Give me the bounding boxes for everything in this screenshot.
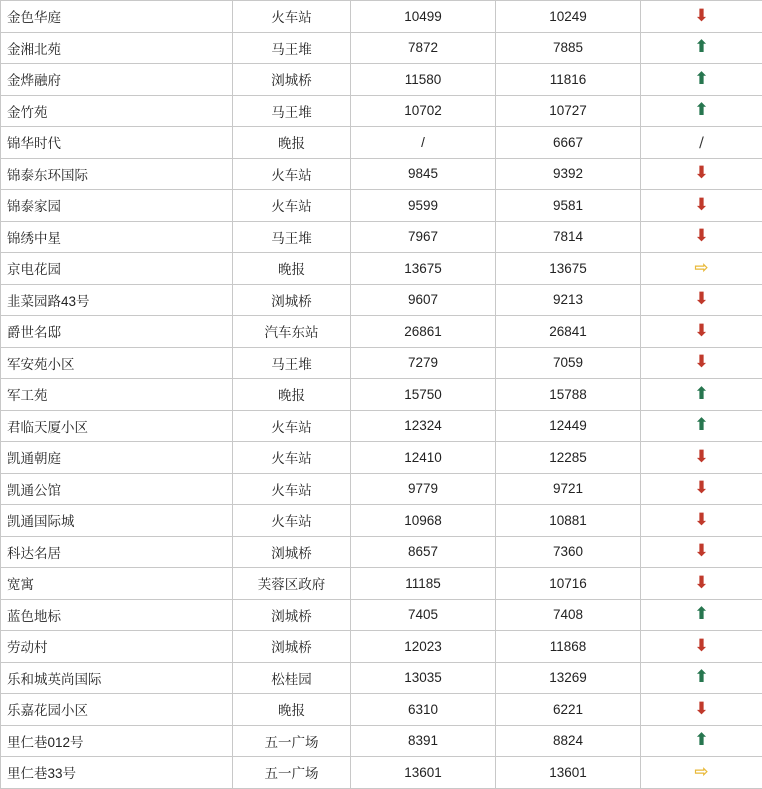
current-price-cell: 10702 [351, 95, 496, 127]
area-cell: 火车站 [233, 410, 351, 442]
current-price-cell: 7279 [351, 347, 496, 379]
trend-cell [641, 347, 762, 379]
current-price-cell: 11185 [351, 568, 496, 600]
arrow-down-icon: ⬇ [694, 480, 708, 497]
table-row [1, 725, 762, 757]
previous-price-cell: 13675 [496, 253, 641, 285]
arrow-down-icon: ⬇ [694, 228, 708, 245]
previous-price-cell: 9581 [496, 190, 641, 222]
table-row [1, 64, 762, 96]
current-price-cell: 12324 [351, 410, 496, 442]
community-name-cell: 军安苑小区 [1, 347, 233, 379]
trend-cell [641, 473, 762, 505]
arrow-down-icon: ⬇ [694, 291, 708, 308]
community-name-cell: 锦绣中星 [1, 221, 233, 253]
community-name-cell: 科达名居 [1, 536, 233, 568]
arrow-flat-icon: ⇨ [694, 764, 708, 781]
previous-price-cell: 6221 [496, 694, 641, 726]
table-row [1, 347, 762, 379]
arrow-down-icon: ⬇ [694, 165, 708, 182]
arrow-down-icon: ⬇ [694, 197, 708, 214]
arrow-down-icon: ⬇ [694, 8, 708, 25]
community-name-cell: 凯通朝庭 [1, 442, 233, 474]
trend-cell [641, 95, 762, 127]
community-name-cell: 乐嘉花园小区 [1, 694, 233, 726]
community-name-cell: 锦泰家园 [1, 190, 233, 222]
previous-price-cell: 9392 [496, 158, 641, 190]
community-name-cell: 京电花园 [1, 253, 233, 285]
community-name-cell: 里仁巷012号 [1, 725, 233, 757]
table-row [1, 32, 762, 64]
table-row [1, 284, 762, 316]
previous-price-cell: 7814 [496, 221, 641, 253]
trend-cell [641, 725, 762, 757]
table-body [1, 1, 762, 789]
trend-cell [641, 158, 762, 190]
area-cell: 浏城桥 [233, 631, 351, 663]
community-name-cell: 爵世名邸 [1, 316, 233, 348]
arrow-up-icon: ⬆ [694, 102, 708, 119]
previous-price-cell: 7059 [496, 347, 641, 379]
previous-price-cell: 13601 [496, 757, 641, 789]
table-row [1, 190, 762, 222]
area-cell: 浏城桥 [233, 536, 351, 568]
area-cell: 火车站 [233, 190, 351, 222]
arrow-down-icon: ⬇ [694, 354, 708, 371]
trend-cell [641, 694, 762, 726]
area-cell: 浏城桥 [233, 64, 351, 96]
previous-price-cell: 15788 [496, 379, 641, 411]
area-cell: 火车站 [233, 473, 351, 505]
table-row [1, 694, 762, 726]
area-cell: 五一广场 [233, 725, 351, 757]
area-cell: 马王堆 [233, 347, 351, 379]
area-cell: 浏城桥 [233, 599, 351, 631]
table-row [1, 536, 762, 568]
trend-cell [641, 32, 762, 64]
arrow-flat-icon: ⇨ [694, 260, 708, 277]
previous-price-cell: 10249 [496, 1, 641, 33]
trend-cell [641, 221, 762, 253]
community-name-cell: 里仁巷33号 [1, 757, 233, 789]
arrow-up-icon: ⬆ [694, 732, 708, 749]
current-price-cell: 6310 [351, 694, 496, 726]
arrow-down-icon: ⬇ [694, 543, 708, 560]
community-name-cell: 金色华庭 [1, 1, 233, 33]
table-row [1, 662, 762, 694]
table-row [1, 410, 762, 442]
table-row [1, 221, 762, 253]
area-cell: 火车站 [233, 158, 351, 190]
area-cell: 马王堆 [233, 32, 351, 64]
previous-price-cell: 11816 [496, 64, 641, 96]
previous-price-cell: 8824 [496, 725, 641, 757]
current-price-cell: 7872 [351, 32, 496, 64]
previous-price-cell: 13269 [496, 662, 641, 694]
area-cell: 汽车东站 [233, 316, 351, 348]
table-row [1, 379, 762, 411]
current-price-cell: 12023 [351, 631, 496, 663]
trend-cell [641, 379, 762, 411]
previous-price-cell: 9213 [496, 284, 641, 316]
previous-price-cell: 9721 [496, 473, 641, 505]
previous-price-cell: 7360 [496, 536, 641, 568]
trend-cell [641, 316, 762, 348]
arrow-down-icon: ⬇ [694, 512, 708, 529]
community-name-cell: 凯通公馆 [1, 473, 233, 505]
trend-cell [641, 631, 762, 663]
current-price-cell: 10968 [351, 505, 496, 537]
trend-cell [641, 505, 762, 537]
arrow-down-icon: ⬇ [694, 575, 708, 592]
table-row [1, 631, 762, 663]
table-row [1, 1, 762, 33]
previous-price-cell: 7408 [496, 599, 641, 631]
previous-price-cell: 12449 [496, 410, 641, 442]
table-row [1, 127, 762, 159]
arrow-up-icon: ⬆ [694, 669, 708, 686]
community-name-cell: 锦泰东环国际 [1, 158, 233, 190]
trend-cell [641, 127, 762, 159]
current-price-cell: 13675 [351, 253, 496, 285]
area-cell: 芙蓉区政府 [233, 568, 351, 600]
arrow-up-icon: ⬆ [694, 606, 708, 623]
table-row [1, 442, 762, 474]
previous-price-cell: 11868 [496, 631, 641, 663]
trend-cell [641, 253, 762, 285]
area-cell: 马王堆 [233, 221, 351, 253]
previous-price-cell: 26841 [496, 316, 641, 348]
previous-price-cell: 10727 [496, 95, 641, 127]
current-price-cell: 9779 [351, 473, 496, 505]
current-price-cell: 15750 [351, 379, 496, 411]
current-price-cell: / [351, 127, 496, 159]
previous-price-cell: 6667 [496, 127, 641, 159]
previous-price-cell: 12285 [496, 442, 641, 474]
area-cell: 晚报 [233, 127, 351, 159]
area-cell: 火车站 [233, 1, 351, 33]
arrow-down-icon: ⬇ [694, 701, 708, 718]
current-price-cell: 12410 [351, 442, 496, 474]
area-cell: 浏城桥 [233, 284, 351, 316]
trend-cell [641, 410, 762, 442]
current-price-cell: 9599 [351, 190, 496, 222]
community-name-cell: 乐和城英尚国际 [1, 662, 233, 694]
previous-price-cell: 7885 [496, 32, 641, 64]
community-name-cell: 宽寓 [1, 568, 233, 600]
current-price-cell: 8657 [351, 536, 496, 568]
community-name-cell: 君临天厦小区 [1, 410, 233, 442]
arrow-down-icon: ⬇ [694, 449, 708, 466]
current-price-cell: 13035 [351, 662, 496, 694]
table-row [1, 95, 762, 127]
current-price-cell: 8391 [351, 725, 496, 757]
table-row [1, 473, 762, 505]
trend-cell [641, 757, 762, 789]
area-cell: 马王堆 [233, 95, 351, 127]
trend-cell [641, 284, 762, 316]
area-cell: 火车站 [233, 442, 351, 474]
table-row [1, 158, 762, 190]
community-name-cell: 凯通国际城 [1, 505, 233, 537]
community-name-cell: 军工苑 [1, 379, 233, 411]
area-cell: 五一广场 [233, 757, 351, 789]
area-cell: 晚报 [233, 379, 351, 411]
arrow-up-icon: ⬆ [694, 386, 708, 403]
trend-cell [641, 190, 762, 222]
previous-price-cell: 10881 [496, 505, 641, 537]
community-name-cell: 金湘北苑 [1, 32, 233, 64]
trend-cell [641, 599, 762, 631]
no-data-text: / [699, 136, 704, 150]
area-cell: 火车站 [233, 505, 351, 537]
community-name-cell: 劳动村 [1, 631, 233, 663]
area-cell: 松桂园 [233, 662, 351, 694]
table-row [1, 316, 762, 348]
trend-cell [641, 64, 762, 96]
table-row [1, 253, 762, 285]
trend-cell [641, 536, 762, 568]
current-price-cell: 26861 [351, 316, 496, 348]
arrow-down-icon: ⬇ [694, 638, 708, 655]
table-row [1, 757, 762, 789]
community-name-cell: 韭菜园路43号 [1, 284, 233, 316]
current-price-cell: 13601 [351, 757, 496, 789]
current-price-cell: 10499 [351, 1, 496, 33]
trend-cell [641, 568, 762, 600]
table-row [1, 599, 762, 631]
community-name-cell: 蓝色地标 [1, 599, 233, 631]
arrow-up-icon: ⬆ [694, 417, 708, 434]
area-cell: 晚报 [233, 253, 351, 285]
community-name-cell: 锦华时代 [1, 127, 233, 159]
arrow-up-icon: ⬆ [694, 71, 708, 88]
arrow-up-icon: ⬆ [694, 39, 708, 56]
arrow-down-icon: ⬇ [694, 323, 708, 340]
table-row [1, 568, 762, 600]
current-price-cell: 9607 [351, 284, 496, 316]
current-price-cell: 9845 [351, 158, 496, 190]
current-price-cell: 11580 [351, 64, 496, 96]
community-name-cell: 金竹苑 [1, 95, 233, 127]
previous-price-cell: 10716 [496, 568, 641, 600]
trend-cell [641, 662, 762, 694]
current-price-cell: 7405 [351, 599, 496, 631]
trend-cell [641, 442, 762, 474]
trend-cell [641, 1, 762, 33]
table-row [1, 505, 762, 537]
community-name-cell: 金烨融府 [1, 64, 233, 96]
area-cell: 晚报 [233, 694, 351, 726]
current-price-cell: 7967 [351, 221, 496, 253]
